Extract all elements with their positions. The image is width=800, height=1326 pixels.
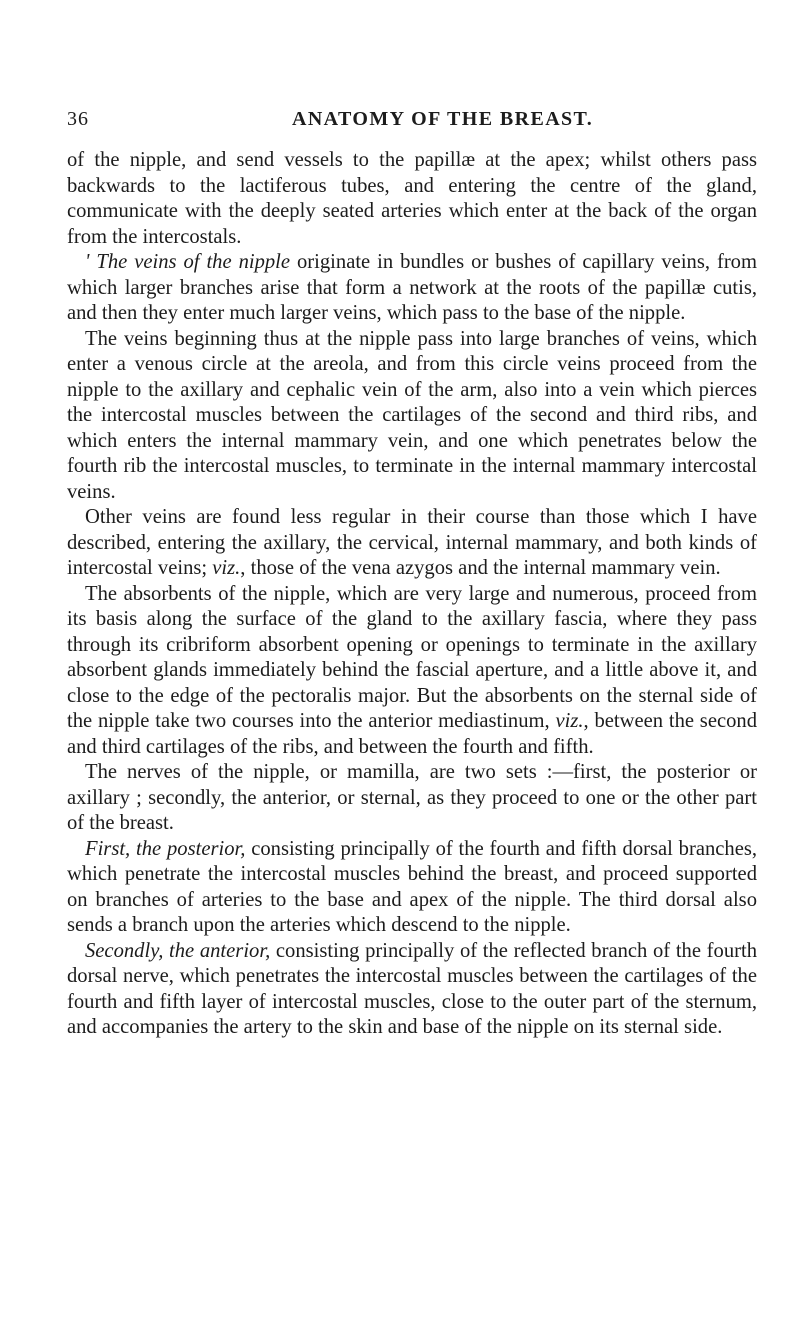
body-text xyxy=(67,148,757,1041)
page-number: 36 xyxy=(67,108,89,130)
running-head xyxy=(67,108,757,134)
running-title: ANATOMY OF THE BREAST. xyxy=(292,108,594,130)
paragraph-absorbents: The absorbents of the nipple, which are very large and numerous, proceed from its basis along the surface of the gland to the axillary fascia, where they pass through its cribriform absorbent opening or openings to terminate in the axillary absorbent glands immediately behind the fascial aperture, and a little above it, and close to the edge of the pectoralis major. But the absorbents on the sternal side of the nipple take two courses into the anterior mediastinum, viz., between the second and third cartilages of the ribs, and between the fourth and fifth. xyxy=(67,582,757,758)
paragraph-other-veins: Other veins are found less regular in their course than those which I have described, entering the axillary, the cervical, internal mammary, and both kinds of intercostal veins; viz., those of the vena azygos and the internal mammary vein. xyxy=(67,506,757,579)
paragraph-anterior-nerves: Secondly, the anterior, consisting principally of the reflected branch of the fourth dorsal nerve, which penetrates the intercostal muscles between the cartilages of the fourth and fifth layer of intercostal muscles, close to the outer part of the sternum, and accompanies the artery to the skin and base of the nipple on its sternal side. xyxy=(67,939,757,1038)
paragraph-venous-circle: The veins beginning thus at the nipple pass into large branches of veins, which enter a venous circle at the areola, and from this circle veins proceed from the nipple to the axillary and cephalic vein of the arm, also into a vein which pierces the intercostal muscles between the cartilages of the second and third ribs, and which enters the internal mammary vein, and one which penetrates below the fourth rib the intercostal muscles, to terminate in the internal mammary intercostal veins. xyxy=(67,327,757,503)
paragraph-veins-of-nipple: ' The veins of the nipple originate in bundles or bushes of capillary veins, from which larger branches arise that form a network at the roots of the papillæ cutis, and then they enter much larger veins, which pass to the base of the nipple. xyxy=(67,251,757,324)
paragraph-posterior-nerves: First, the posterior, consisting principally of the fourth and fifth dorsal branches, which penetrate the intercostal muscles behind the breast, and proceed supported on branches of arteries to the base and apex of the nipple. The third dorsal also sends a branch upon the arteries which descend to the nipple. xyxy=(67,837,757,936)
paragraph-nerves: The nerves of the nipple, or mamilla, are two sets :—first, the posterior or axillary ; secondly, the anterior, or sternal, as they proceed to one or the other part of the breast. xyxy=(67,761,757,834)
paragraph-arteries-continued: of the nipple, and send vessels to the papillæ at the apex; whilst others pass backwards to the lactiferous tubes, and entering the centre of the gland, communicate with the deeply seated arteries which enter at the back of the organ from the intercostals. xyxy=(67,149,757,248)
